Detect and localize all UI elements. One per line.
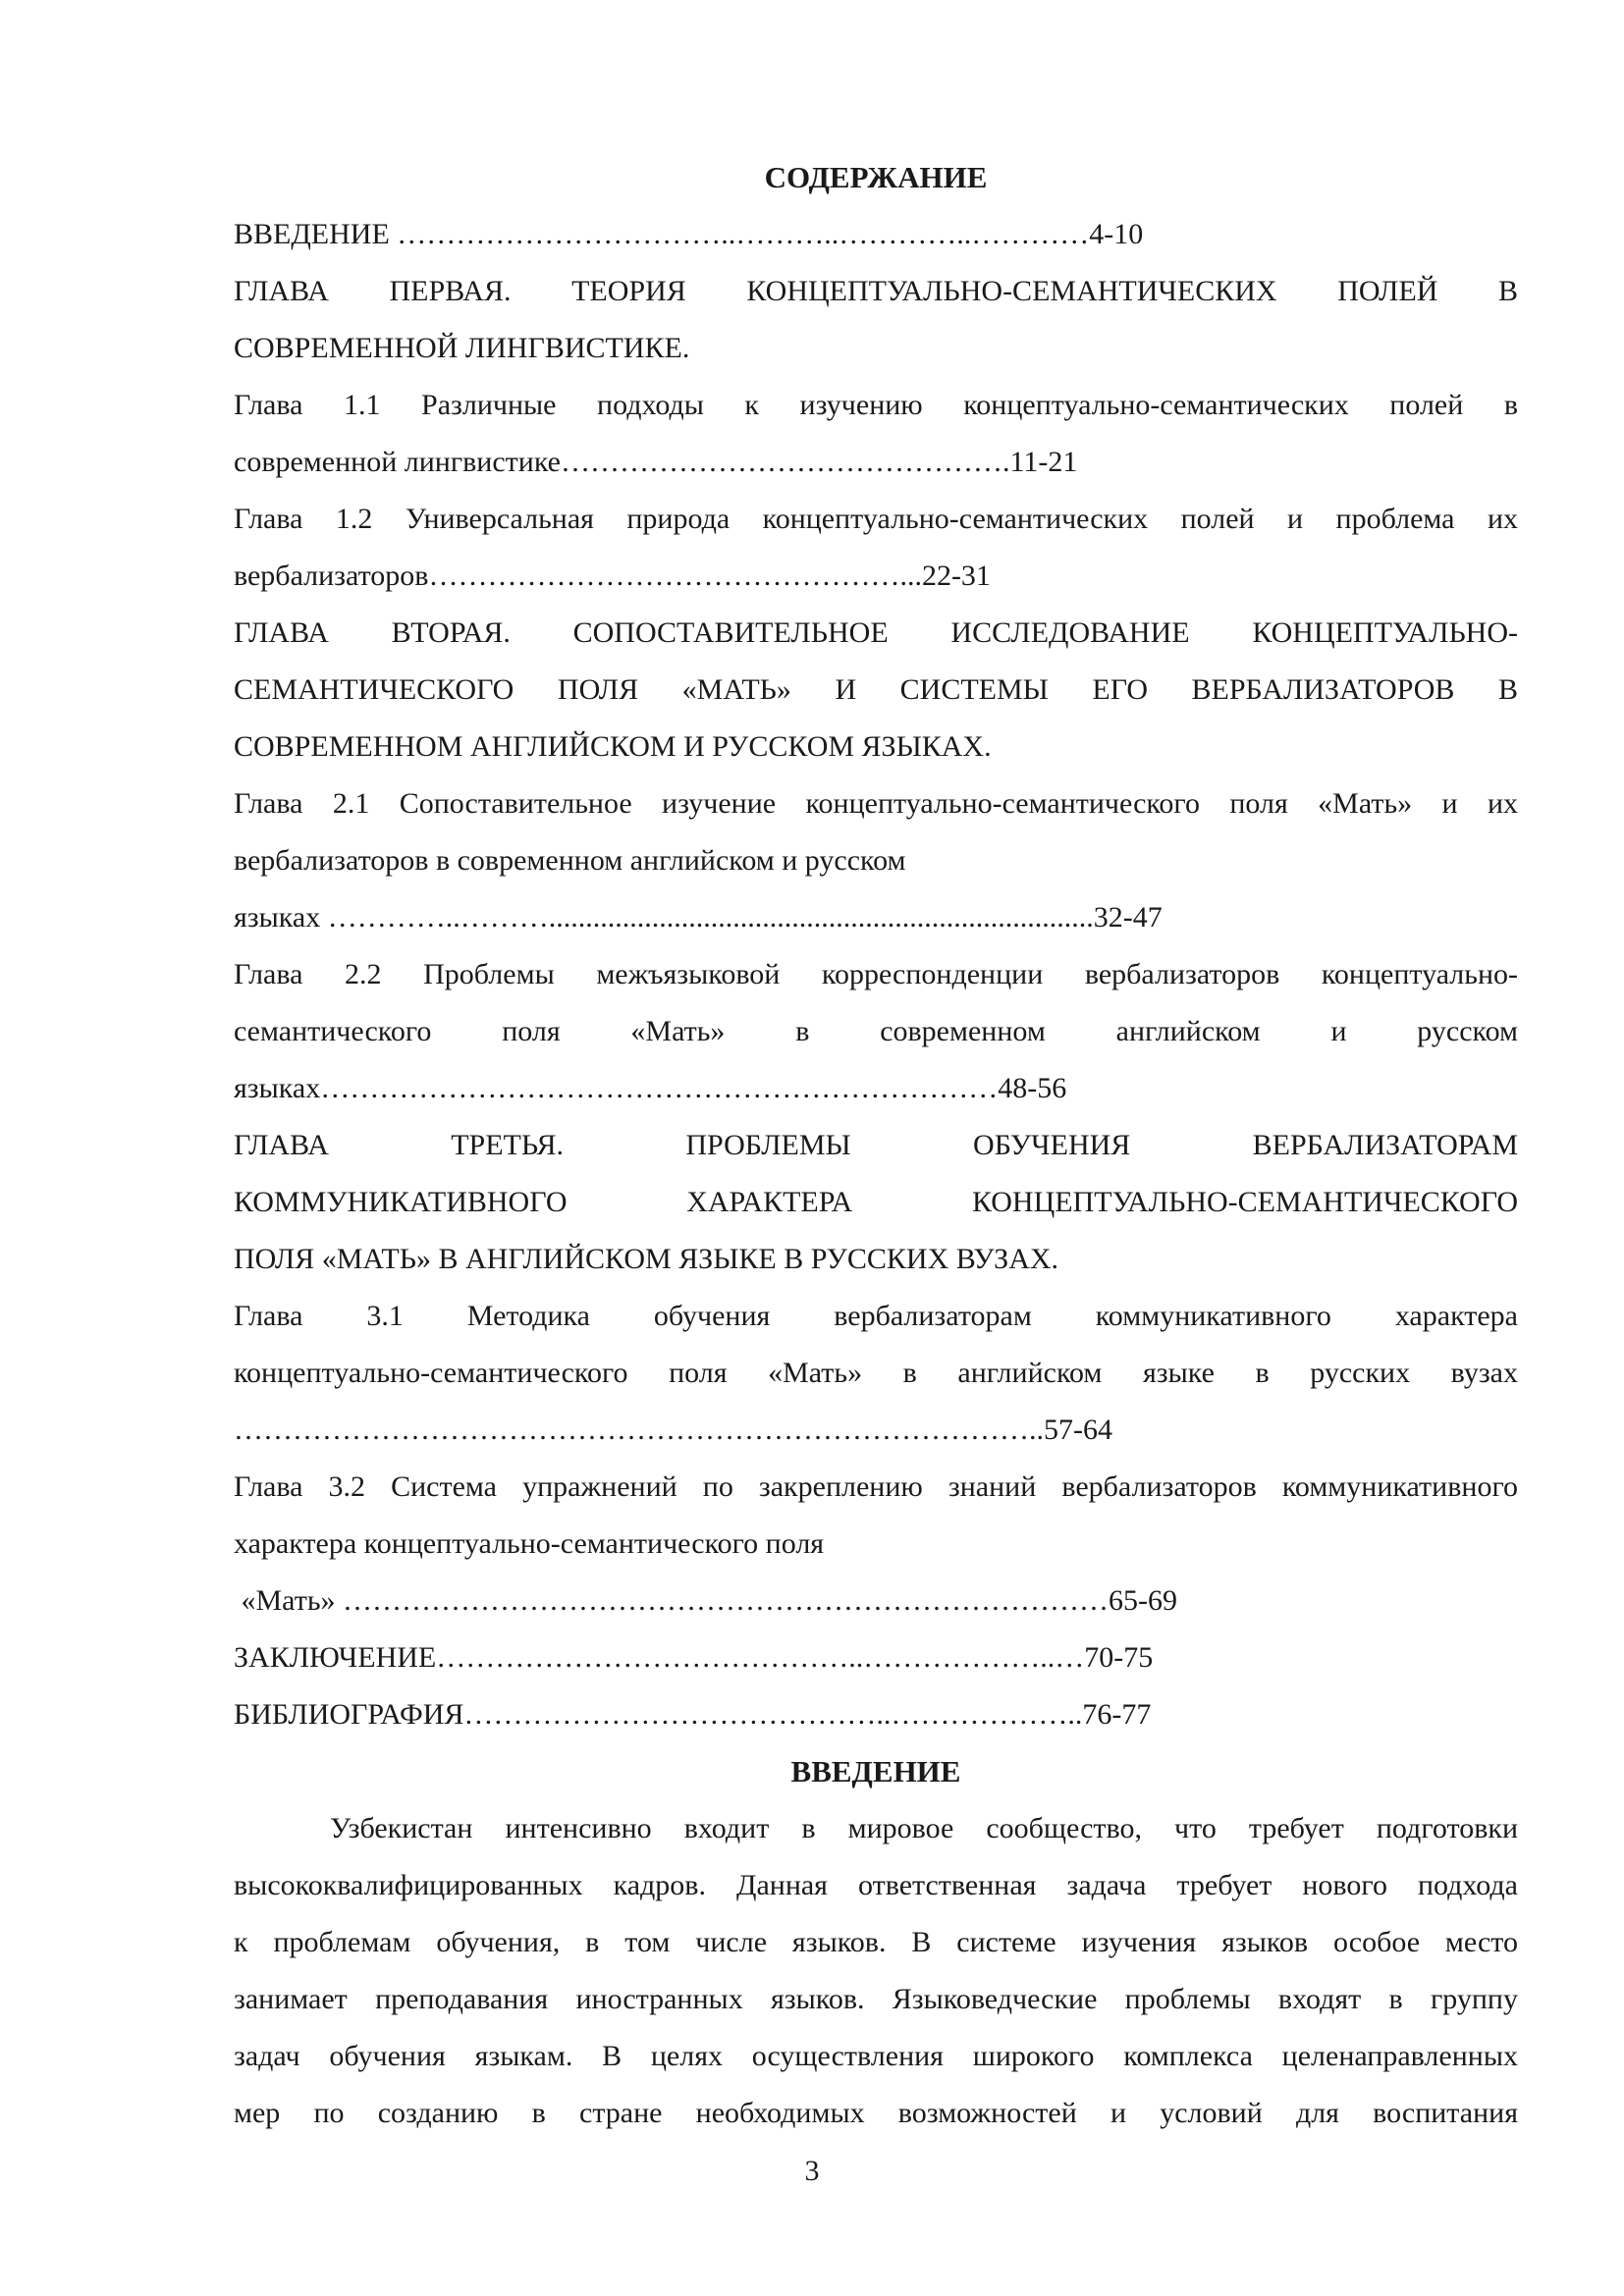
intro-paragraph-line: занимает преподавания иностранных языков. Языковедческие проблемы входят в группу bbox=[234, 1983, 1518, 2015]
toc-section-line: ………………………………………………………………………..57-64 bbox=[234, 1414, 1112, 1446]
intro-paragraph-line: мер по созданию в стране необходимых возможностей и условий для воспитания bbox=[234, 2097, 1518, 2129]
toc-section-line: семантического поля «Мать» в современном английском и русском bbox=[234, 1015, 1518, 1047]
intro-paragraph-line: высококвалифицированных кадров. Данная ответственная задача требует нового подхода bbox=[234, 1869, 1518, 1901]
toc-chapter-3 bbox=[234, 1117, 1518, 1288]
toc-section-line: Глава 1.1 Различные подходы к изучению концептуально-семантических полей в bbox=[234, 389, 1518, 421]
toc-section-line: вербализаторов в современном английском и русском bbox=[234, 844, 906, 877]
toc-section-line: «Мать» ……………………………………………………………………65-69 bbox=[234, 1584, 1177, 1617]
toc-section-line: Глава 3.2 Система упражнений по закреплению знаний вербализаторов коммуникативного bbox=[234, 1470, 1518, 1503]
intro-paragraph-line: к проблемам обучения, в том числе языков. В системе изучения языков особое место bbox=[234, 1926, 1518, 1958]
toc-chapter-3-title-line: ПОЛЯ «МАТЬ» В АНГЛИЙСКОМ ЯЗЫКЕ В РУССКИХ ВУЗАХ. bbox=[234, 1243, 1059, 1275]
toc-section-line: Глава 2.2 Проблемы межъязыковой корреспонденции вербализаторов концептуально- bbox=[234, 958, 1518, 990]
toc-section-line: языках …………..………..........................................................................32-47 bbox=[234, 901, 1163, 934]
toc-section-line: характера концептуально-семантического поля bbox=[234, 1527, 825, 1560]
toc-section-2-2 bbox=[234, 946, 1518, 1117]
toc-chapter-1-title-line: СОВРЕМЕННОЙ ЛИНГВИСТИКЕ. bbox=[234, 332, 690, 364]
toc-section-2-1 bbox=[234, 775, 1518, 946]
toc-chapter-2-title-line: СЕМАНТИЧЕСКОГО ПОЛЯ «МАТЬ» И СИСТЕМЫ ЕГО ВЕРБАЛИЗАТОРОВ В bbox=[234, 673, 1518, 706]
toc-chapter-1-title-line: ГЛАВА ПЕРВАЯ. ТЕОРИЯ КОНЦЕПТУАЛЬНО-СЕМАНТИЧЕСКИХ ПОЛЕЙ В bbox=[234, 275, 1518, 307]
page-number: 3 bbox=[804, 2155, 820, 2187]
toc-title: СОДЕРЖАНИЕ bbox=[764, 160, 988, 194]
toc-section-line: языках……………………………………………………………48-56 bbox=[234, 1072, 1067, 1104]
toc-section-1-1 bbox=[234, 377, 1518, 491]
intro-paragraph bbox=[234, 1800, 1518, 2142]
intro-title: ВВЕДЕНИЕ bbox=[790, 1754, 961, 1789]
toc-section-line: Глава 2.1 Сопоставительное изучение концептуально-семантического поля «Мать» и их bbox=[234, 787, 1518, 820]
toc-section-3-2 bbox=[234, 1459, 1518, 1629]
toc-section-line: Глава 1.2 Универсальная природа концептуально-семантических полей и проблема их bbox=[234, 503, 1518, 535]
toc-chapter-2-title-line: СОВРЕМЕННОМ АНГЛИЙСКОМ И РУССКОМ ЯЗЫКАХ. bbox=[234, 730, 992, 763]
toc-section-line: вербализаторов…………………………………………...22-31 bbox=[234, 560, 991, 592]
toc-section-line: Глава 3.1 Методика обучения вербализаторам коммуникативного характера bbox=[234, 1300, 1518, 1332]
toc-section-1-2 bbox=[234, 491, 1518, 605]
toc-entry-introduction: ВВЕДЕНИЕ ……………………………..………..…………..…………4-10 bbox=[234, 218, 1144, 250]
intro-paragraph-line: Узбекистан интенсивно входит в мировое сообщество, что требует подготовки bbox=[330, 1812, 1518, 1844]
toc-section-line: концептуально-семантического поля «Мать» в английском языке в русских вузах bbox=[234, 1357, 1518, 1389]
toc-chapter-3-title-line: ГЛАВА ТРЕТЬЯ. ПРОБЛЕМЫ ОБУЧЕНИЯ ВЕРБАЛИЗАТОРАМ bbox=[234, 1129, 1518, 1161]
toc-section-3-1 bbox=[234, 1288, 1518, 1459]
toc-entry-conclusion: ЗАКЛЮЧЕНИЕ……………………………………..………………..…70-75 bbox=[234, 1641, 1154, 1674]
toc-chapter-2-title-line: ГЛАВА ВТОРАЯ. СОПОСТАВИТЕЛЬНОЕ ИССЛЕДОВАНИЕ КОНЦЕПТУАЛЬНО- bbox=[234, 616, 1518, 649]
toc-chapter-3-title-line: КОММУНИКАТИВНОГО ХАРАКТЕРА КОНЦЕПТУАЛЬНО-СЕМАНТИЧЕСКОГО bbox=[234, 1186, 1518, 1218]
document-page bbox=[234, 149, 1518, 2142]
toc-chapter-1 bbox=[234, 263, 1518, 377]
toc-entry-bibliography: БИБЛИОГРАФИЯ……………………………………..………………..76-77 bbox=[234, 1698, 1152, 1731]
intro-paragraph-line: задач обучения языкам. В целях осуществления широкого комплекса целенаправленных bbox=[234, 2040, 1518, 2072]
toc-chapter-2 bbox=[234, 605, 1518, 775]
toc-section-line: современной лингвистике……………………………………….11-21 bbox=[234, 446, 1078, 478]
